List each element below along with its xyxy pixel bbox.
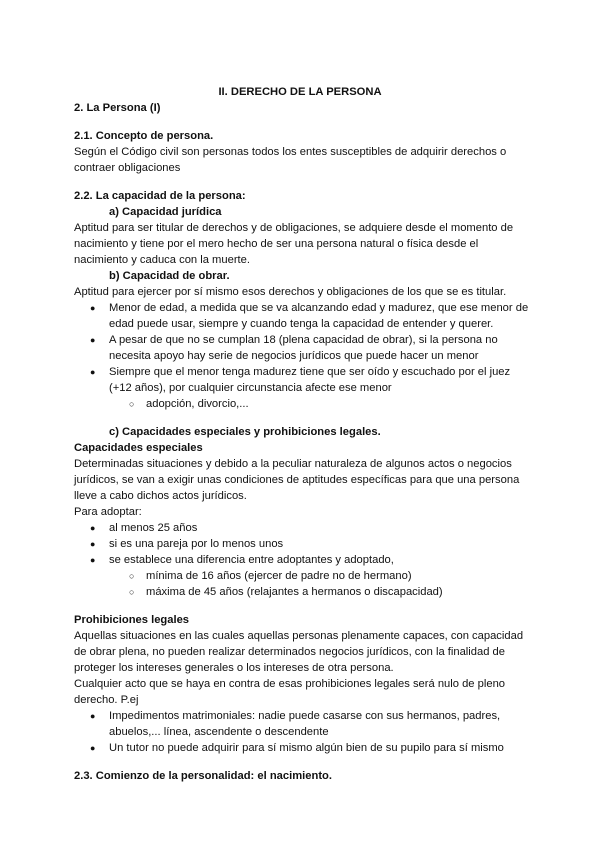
paragraph-line: de obrar plena, no pueden realizar determinados negocios jurídicos, con la finalidad de [74, 646, 505, 658]
subheading-capacidades-especiales: Capacidades especiales [74, 442, 203, 454]
list-item: A pesar de que no se cumplan 18 (plena capacidad de obrar), si la persona no [109, 334, 498, 346]
sub-bullet-icon: ○ [129, 399, 135, 409]
bullet-icon: ● [90, 711, 96, 721]
paragraph-line: Aquellas situaciones en las cuales aquellas personas plenamente capaces, con capacidad [74, 630, 524, 642]
bullet-icon: ● [90, 367, 96, 377]
paragraph-line: Determinadas situaciones y debido a la peculiar naturaleza de algunos actos o negocios [74, 458, 512, 470]
document-title: II. DERECHO DE LA PERSONA [218, 86, 382, 98]
paragraph-line: proteger los intereses generales o los intereses de otra persona. [74, 662, 394, 674]
subheading-capacidades-especiales-prohibiciones: c) Capacidades especiales y prohibiciones legales. [109, 426, 381, 438]
section-heading-2-2: 2.2. La capacidad de la persona: [74, 190, 246, 202]
list-item: Un tutor no puede adquirir para sí mismo algún bien de su pupilo para sí mismo [109, 742, 504, 754]
subheading-prohibiciones-legales: Prohibiciones legales [74, 614, 190, 626]
bullet-icon: ● [90, 743, 96, 753]
list-item: Impedimentos matrimoniales: nadie puede casarse con sus hermanos, padres, [109, 710, 501, 722]
paragraph-line: Para adoptar: [74, 506, 142, 518]
paragraph-line: Según el Código civil son personas todos los entes susceptibles de adquirir derechos o [74, 146, 507, 158]
sub-list-item: mínima de 16 años (ejercer de padre no de hermano) [146, 570, 412, 582]
paragraph-line: Aptitud para ser titular de derechos y de obligaciones, se adquiere desde el momento de [74, 222, 514, 234]
sub-bullet-icon: ○ [129, 571, 135, 581]
section-heading-persona: 2. La Persona (I) [74, 102, 161, 114]
list-item: Siempre que el menor tenga madurez tiene que ser oído y escuchado por el juez [109, 366, 511, 378]
bullet-icon: ● [90, 335, 96, 345]
list-item: se establece una diferencia entre adoptantes y adoptado, [109, 554, 394, 566]
bullet-icon: ● [90, 555, 96, 565]
sub-list-item: adopción, divorcio,... [146, 398, 249, 410]
list-item-continuation: edad puede usar, siempre y cuando tenga la capacidad de entender y querer. [109, 318, 494, 330]
paragraph-line: Cualquier acto que se haya en contra de esas prohibiciones legales será nulo de pleno [74, 678, 506, 690]
paragraph-line: lleve a cabo dichos actos jurídicos. [74, 490, 247, 502]
subheading-capacidad-obrar: b) Capacidad de obrar. [109, 270, 230, 282]
sub-bullet-icon: ○ [129, 587, 135, 597]
paragraph-line: contraer obligaciones [74, 162, 181, 174]
paragraph-line: nacimiento y tiene por el mero hecho de ser una persona natural o física desde el [74, 238, 479, 250]
list-item-continuation: necesita apoyo hay serie de negocios jurídicos que puede hacer un menor [109, 350, 479, 362]
bullet-icon: ● [90, 539, 96, 549]
list-item: si es una pareja por lo menos unos [109, 538, 284, 550]
sub-list-item: máxima de 45 años (relajantes a hermanos o discapacidad) [146, 586, 443, 598]
paragraph-line: derecho. P.ej [74, 694, 139, 706]
list-item: Menor de edad, a medida que se va alcanzando edad y madurez, que ese menor de [109, 302, 529, 314]
section-heading-2-3: 2.3. Comienzo de la personalidad: el nacimiento. [74, 770, 332, 782]
subheading-capacidad-juridica: a) Capacidad jurídica [109, 206, 222, 218]
list-item-continuation: abuelos,... línea, ascendente o descendente [109, 726, 329, 738]
section-heading-2-1: 2.1. Concepto de persona. [74, 130, 214, 142]
paragraph-line: Aptitud para ejercer por sí mismo esos derechos y obligaciones de los que se es titular. [74, 286, 507, 298]
list-item-continuation: (+12 años), por cualquier circunstancia afecte ese menor [109, 382, 392, 394]
paragraph-line: nacimiento y caduca con la muerte. [74, 254, 250, 266]
list-item: al menos 25 años [109, 522, 198, 534]
bullet-icon: ● [90, 523, 96, 533]
bullet-icon: ● [90, 303, 96, 313]
paragraph-line: jurídicos, se van a exigir unas condiciones de aptitudes específicas para que una persona [74, 474, 520, 486]
